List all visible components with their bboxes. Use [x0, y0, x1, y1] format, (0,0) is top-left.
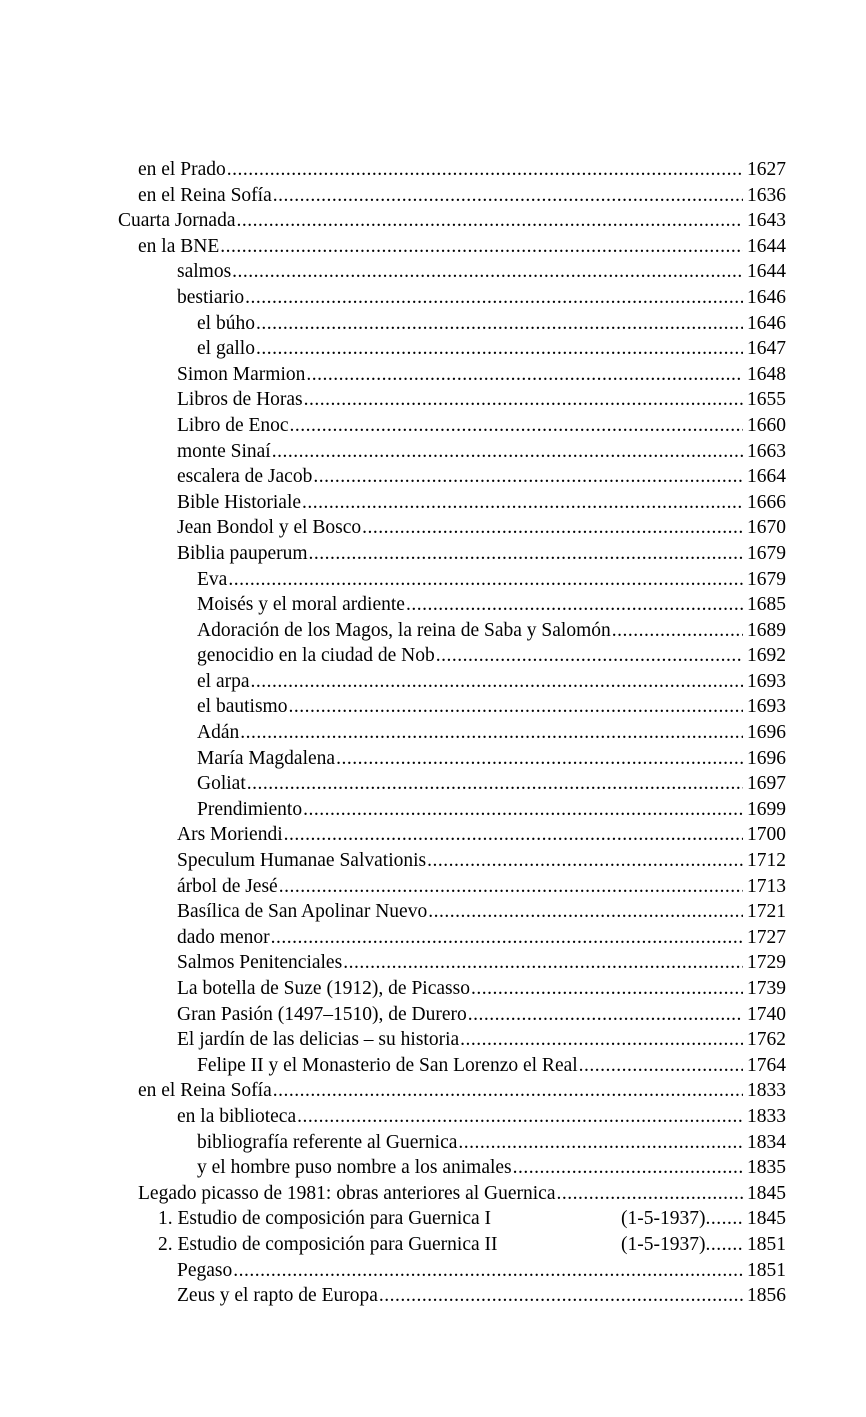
- toc-entry-page-number: 1647: [747, 338, 786, 360]
- dot-leader: [256, 336, 743, 362]
- toc-entry-title: Zeus y el rapto de Europa: [177, 1283, 379, 1309]
- dot-leader: [303, 797, 743, 823]
- toc-entry-page-number: 1666: [747, 491, 786, 513]
- toc-entry-page-number: 1721: [747, 901, 786, 923]
- toc-entry-page-number: 1664: [747, 466, 786, 488]
- toc-entry-title: Libro de Enoc: [177, 413, 290, 439]
- dot-leader: [343, 950, 743, 976]
- dot-leader: [306, 362, 743, 388]
- toc-entry-title: Prendimiento: [197, 797, 303, 823]
- toc-entry-page-number: 1739: [747, 978, 786, 999]
- toc-entry: [0, 669, 786, 695]
- dot-leader: [556, 1181, 743, 1207]
- toc-entry-title: La botella de Suze (1912), de Picasso: [177, 976, 471, 1002]
- toc-entry-title: el búho: [197, 311, 256, 337]
- toc-entry-title: Jean Bondol y el Bosco: [177, 515, 362, 541]
- toc-entry-page-number: 1712: [747, 850, 786, 872]
- toc-entry: [0, 515, 786, 541]
- toc-entry-title: Eva: [197, 567, 228, 593]
- dot-leader: [272, 439, 743, 465]
- toc-entry-title: en el Prado: [138, 157, 227, 183]
- toc-entry: [0, 336, 786, 362]
- toc-entry-page-number: 1845: [747, 1182, 786, 1204]
- toc-entry-page-number: 1655: [747, 389, 786, 411]
- dot-leader: [458, 1130, 743, 1156]
- toc-entry-page-number: 1679: [747, 542, 786, 564]
- toc-entry-title: en el Reina Sofía: [138, 1078, 273, 1104]
- dot-leader: [288, 694, 743, 720]
- toc-entry-page-number: 1833: [747, 1080, 786, 1102]
- toc-entry: [0, 1078, 786, 1104]
- toc-entry-page-number: 1644: [747, 261, 786, 283]
- toc-entry: [0, 464, 786, 490]
- toc-entry-page-number: 1646: [747, 286, 786, 308]
- toc-entry-title: Adoración de los Magos, la reina de Saba y Salomón: [197, 618, 612, 644]
- dot-leader: [612, 618, 743, 644]
- toc-entry: [0, 208, 786, 234]
- dot-leader: [228, 567, 743, 593]
- toc-entry-page-number: 1713: [747, 875, 786, 897]
- toc-entry: [0, 899, 786, 925]
- dot-leader: [227, 157, 743, 183]
- toc-entry-title: y el hombre puso nombre a los animales: [197, 1155, 513, 1181]
- toc-entry-page-number: 1727: [747, 926, 786, 948]
- toc-entry-title: el bautismo: [197, 694, 288, 720]
- toc-entry: [0, 848, 786, 874]
- toc-entry: [0, 362, 786, 388]
- toc-entry: [0, 950, 786, 976]
- dot-leader: [240, 720, 743, 746]
- toc-entry-date: (1-5-1937): [621, 1206, 706, 1232]
- toc-entry-page-number: 1693: [747, 696, 786, 718]
- toc-entry: [0, 157, 786, 183]
- toc-entry-page-number: 1670: [747, 517, 786, 539]
- dot-leader: [290, 413, 743, 439]
- toc-entry: [0, 183, 786, 209]
- dot-leader: [436, 643, 743, 669]
- toc-entry: [0, 567, 786, 593]
- toc-entry: [0, 746, 786, 772]
- toc-entry-page-number: 1648: [747, 363, 786, 385]
- dot-leader: [362, 515, 743, 541]
- toc-entry: [0, 311, 786, 337]
- dot-leader: [427, 848, 743, 874]
- toc-entry: [0, 1283, 786, 1309]
- toc-entry: [0, 234, 786, 260]
- dot-leader: [313, 464, 743, 490]
- toc-entry-title: Salmos Penitenciales: [177, 950, 343, 976]
- toc-entry-title: Moisés y el moral ardiente: [197, 592, 406, 618]
- toc-entry: [0, 1130, 786, 1156]
- toc-entry: [0, 490, 786, 516]
- toc-entry-page-number: 1845: [747, 1208, 786, 1230]
- dot-leader: [233, 1258, 743, 1284]
- toc-entry-title: Felipe II y el Monasterio de San Lorenzo el Real: [197, 1053, 579, 1079]
- toc-entry-title: Simon Marmion: [177, 362, 306, 388]
- toc-entry-title: salmos: [177, 259, 232, 285]
- toc-entry: [0, 1027, 786, 1053]
- toc-entry-title: escalera de Jacob: [177, 464, 313, 490]
- dot-leader: [251, 669, 743, 695]
- toc-entry-page-number: 1764: [747, 1054, 786, 1076]
- toc-entry-page-number: 1762: [747, 1029, 786, 1051]
- toc-entry-page-number: 1679: [747, 568, 786, 590]
- toc-entry-title: Speculum Humanae Salvationis: [177, 848, 427, 874]
- toc-entry-page-number: 1636: [747, 184, 786, 206]
- toc-entry-page-number: 1834: [747, 1131, 786, 1153]
- toc-entry-page-number: 1663: [747, 440, 786, 462]
- toc-entry-title: bibliografía referente al Guernica: [197, 1130, 458, 1156]
- toc-entry-title: Biblia pauperum: [177, 541, 309, 567]
- toc-entry-page-number: 1851: [747, 1259, 786, 1281]
- toc-entry-page-number: 1729: [747, 952, 786, 974]
- dot-leader: [273, 183, 743, 209]
- toc-entry-title: genocidio en la ciudad de Nob: [197, 643, 436, 669]
- toc-entry-page-number: 1693: [747, 670, 786, 692]
- toc-entry: [0, 694, 786, 720]
- toc-entry: [0, 259, 786, 285]
- toc-entry: [0, 387, 786, 413]
- toc-entry-title: Libros de Horas: [177, 387, 304, 413]
- dot-leader: [471, 976, 743, 1002]
- dot-leader: [245, 285, 743, 311]
- toc-entry-title: Bible Historiale: [177, 490, 302, 516]
- toc-entry-page-number: 1833: [747, 1105, 786, 1127]
- toc-entry: [0, 541, 786, 567]
- dot-leader: [256, 311, 743, 337]
- dot-leader: [705, 1206, 743, 1232]
- toc-entry: [0, 1232, 786, 1258]
- toc-entry-title: en la BNE: [138, 234, 220, 260]
- toc-entry: [0, 285, 786, 311]
- toc-entry: [0, 797, 786, 823]
- toc-entry: [0, 1206, 786, 1232]
- toc-entry-page-number: 1697: [747, 773, 786, 795]
- toc-entry-page-number: 1835: [747, 1157, 786, 1179]
- dot-leader: [579, 1053, 743, 1079]
- toc-entry-title: Basílica de San Apolinar Nuevo: [177, 899, 428, 925]
- dot-leader: [271, 925, 743, 951]
- toc-entry-title: Cuarta Jornada: [118, 208, 237, 234]
- toc-entry-title: en la biblioteca: [177, 1104, 297, 1130]
- toc-entry: [0, 874, 786, 900]
- dot-leader: [513, 1155, 743, 1181]
- dot-leader: [284, 822, 743, 848]
- dot-leader: [705, 1232, 743, 1258]
- toc-entry-page-number: 1643: [747, 210, 786, 232]
- dot-leader: [247, 771, 743, 797]
- toc-entry: [0, 771, 786, 797]
- toc-entry: [0, 439, 786, 465]
- toc-entry-page-number: 1696: [747, 747, 786, 769]
- toc-entry-title: Adán: [197, 720, 240, 746]
- toc-entry-title: dado menor: [177, 925, 271, 951]
- toc-entry-title: el gallo: [197, 336, 256, 362]
- dot-leader: [273, 1078, 743, 1104]
- dot-leader: [304, 387, 743, 413]
- dot-leader: [406, 592, 743, 618]
- dot-leader: [297, 1104, 743, 1130]
- toc-entry: [0, 1181, 786, 1207]
- dot-leader: [279, 874, 743, 900]
- toc-entry-page-number: 1627: [747, 159, 786, 180]
- toc-entry-title: Gran Pasión (1497–1510), de Durero: [177, 1002, 468, 1028]
- toc-entry: [0, 643, 786, 669]
- toc-entry-page-number: 1696: [747, 722, 786, 744]
- toc-entry-title: 1. Estudio de composición para Guernica I: [158, 1206, 705, 1232]
- toc-entry-title: el arpa: [197, 669, 251, 695]
- dot-leader: [336, 746, 743, 772]
- toc-entry-title: árbol de Jesé: [177, 874, 279, 900]
- toc-entry-page-number: 1851: [747, 1233, 786, 1255]
- dot-leader: [379, 1283, 743, 1309]
- dot-leader: [302, 490, 743, 516]
- toc-entry-page-number: 1689: [747, 619, 786, 641]
- toc-entry: [0, 1104, 786, 1130]
- toc-entry: [0, 720, 786, 746]
- toc-entry: [0, 1258, 786, 1284]
- toc-entry-title: María Magdalena: [197, 746, 336, 772]
- toc-entry-page-number: 1740: [747, 1003, 786, 1025]
- toc-entry-title: Ars Moriendi: [177, 822, 284, 848]
- toc-entry: [0, 822, 786, 848]
- toc-entry: [0, 925, 786, 951]
- toc-entry-title: Goliat: [197, 771, 247, 797]
- toc-entry-page-number: 1700: [747, 824, 786, 846]
- toc-entry-page-number: 1646: [747, 312, 786, 334]
- toc-entry-date: (1-5-1937): [621, 1232, 706, 1258]
- dot-leader: [428, 899, 743, 925]
- toc-entry-title: en el Reina Sofía: [138, 183, 273, 209]
- toc-entry: [0, 1155, 786, 1181]
- toc-entry-title: bestiario: [177, 285, 245, 311]
- toc-entry: [0, 592, 786, 618]
- dot-leader: [309, 541, 743, 567]
- dot-leader: [220, 234, 743, 260]
- toc-entry-page-number: 1856: [747, 1285, 786, 1307]
- toc-entry-page-number: 1699: [747, 798, 786, 820]
- toc-entry: [0, 976, 786, 1002]
- toc-entry-title: El jardín de las delicias – su historia: [177, 1027, 460, 1053]
- toc-entry-page-number: 1692: [747, 645, 786, 667]
- toc-entry-title: Pegaso: [177, 1258, 233, 1284]
- dot-leader: [468, 1002, 743, 1028]
- dot-leader: [237, 208, 744, 234]
- toc-entry: [0, 1053, 786, 1079]
- dot-leader: [460, 1027, 743, 1053]
- table-of-contents: [0, 157, 866, 1309]
- toc-entry-page-number: 1685: [747, 594, 786, 616]
- toc-entry: [0, 1002, 786, 1028]
- toc-entry: [0, 618, 786, 644]
- dot-leader: [232, 259, 743, 285]
- toc-entry-title: 2. Estudio de composición para Guernica II: [158, 1232, 705, 1258]
- toc-entry-page-number: 1660: [747, 414, 786, 436]
- toc-entry: [0, 413, 786, 439]
- toc-entry-page-number: 1644: [747, 235, 786, 257]
- toc-entry-title: monte Sinaí: [177, 439, 272, 465]
- toc-entry-title: Legado picasso de 1981: obras anteriores al Guernica: [138, 1181, 556, 1207]
